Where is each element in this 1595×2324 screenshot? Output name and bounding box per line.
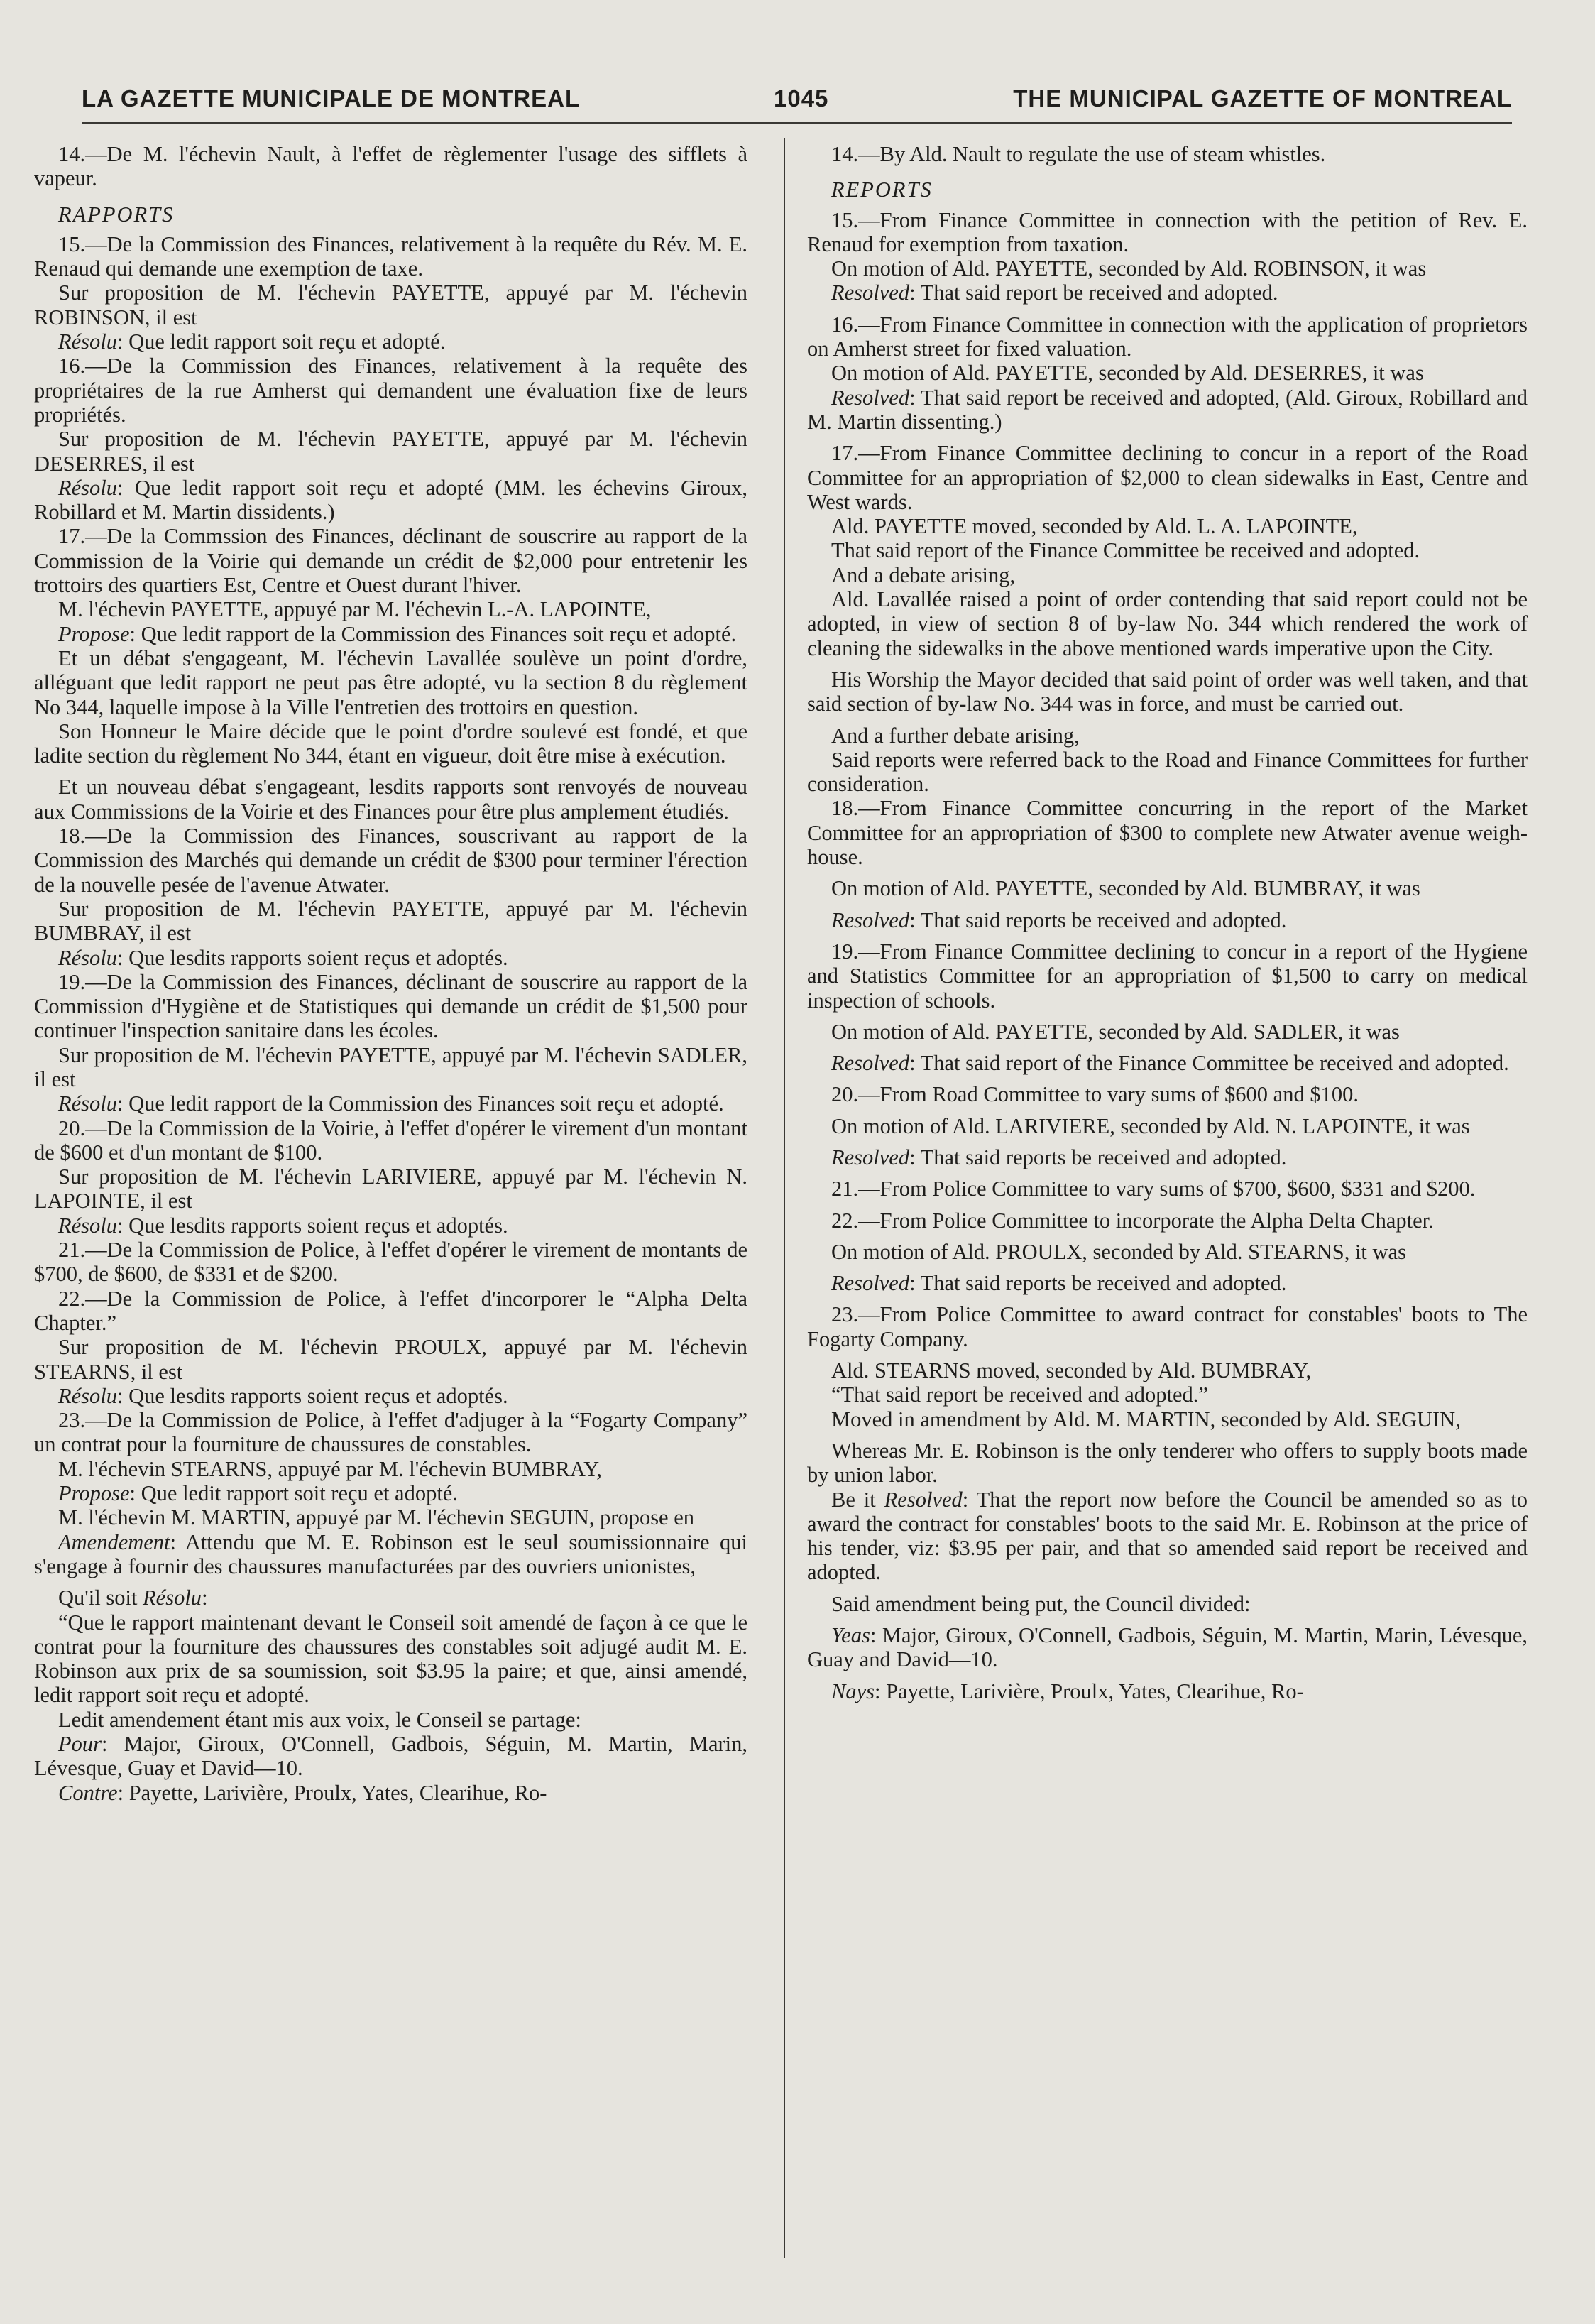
paragraph	[807, 386, 1528, 435]
paragraph-text: On motion of Ald. PAYETTE, seconded by Ald. DESERRES, it was	[831, 361, 1424, 386]
paragraph-text: Ald. STEARNS moved, seconded by Ald. BUMBRAY,	[831, 1358, 1312, 1383]
paragraph-text: On motion of Ald. PAYETTE, seconded by Ald. ROBINSON, it was	[831, 256, 1427, 281]
paragraph-text: 22.—De la Commission de Police, à l'effet d'incorporer le “Alpha Delta Chapter.”	[34, 1286, 747, 1335]
paragraph-text: Whereas Mr. E. Robinson is the only tenderer who offers to supply boots made by union labor.	[807, 1438, 1528, 1488]
paragraph-text: :	[202, 1586, 208, 1610]
paragraph-text: : Que ledit rapport soit reçu et adopté (MM. les échevins Giroux, Robillard et M. Martin dissidents.)	[34, 475, 747, 525]
paragraph	[807, 1623, 1528, 1672]
paragraph	[34, 1116, 747, 1165]
paragraph-text: Be it	[831, 1487, 884, 1512]
paragraph-text: His Worship the Mayor decided that said point of order was well taken, and that said section of by-law No. 344 was in force, and must be carried out.	[807, 667, 1528, 716]
paragraph-text: RAPPORTS	[58, 202, 175, 227]
paragraph	[34, 1457, 747, 1481]
paragraph-label: Yeas	[831, 1623, 870, 1648]
paragraph-text: M. l'échevin M. MARTIN, appuyé par M. l'échevin SEGUIN, propose en	[58, 1505, 695, 1530]
page-number: 1045	[774, 85, 829, 111]
paragraph	[807, 908, 1528, 932]
paragraph	[807, 1020, 1528, 1044]
paragraph-text: 15.—From Finance Committee in connection with the petition of Rev. E. Renaud for exemption from taxation.	[807, 207, 1528, 256]
paragraph-text: : Que lesdits rapports soient reçus et adoptés.	[117, 1213, 508, 1238]
paragraph	[34, 142, 747, 191]
paragraph-label: Amendement	[58, 1529, 170, 1554]
paragraph	[34, 329, 747, 354]
paragraph-text: Sur proposition de M. l'échevin PROULX, appuyé par M. l'échevin STEARNS, il est	[34, 1335, 747, 1384]
paragraph	[34, 1164, 747, 1213]
paragraph-text: : That said reports be received and adopted.	[909, 1271, 1287, 1296]
paragraph	[34, 719, 747, 768]
french-column	[34, 142, 747, 1805]
paragraph	[807, 1082, 1528, 1106]
paragraph	[807, 280, 1528, 305]
paragraph	[807, 667, 1528, 716]
paragraph	[807, 724, 1528, 748]
paragraph	[807, 1051, 1528, 1075]
paragraph	[807, 796, 1528, 869]
english-column	[807, 142, 1528, 1703]
paragraph-text: Ald. PAYETTE moved, seconded by Ald. L. A. LAPOINTE,	[831, 514, 1358, 539]
paragraph-text: Ald. Lavallée raised a point of order contending that said report could not be adopted, in view of section 8 of by-law No. 344 which rendered the work of cleaning the sidewalks in the above mentioned wards imperative upon the City.	[807, 587, 1528, 660]
paragraph-label: Propose	[58, 1481, 130, 1506]
paragraph	[807, 1114, 1528, 1138]
paragraph-text: That said report of the Finance Committee be received and adopted.	[831, 538, 1420, 563]
paragraph-text: 19.—From Finance Committee declining to concur in a report of the Hygiene and Statistics Committee for an appropriation of $1,500 to carry on medical inspection of schools.	[807, 939, 1528, 1013]
paragraph-label: Résolu	[58, 945, 118, 970]
paragraph-label: Résolu	[143, 1586, 202, 1610]
paragraph-text: Sur proposition de M. l'échevin LARIVIERE, appuyé par M. l'échevin N. LAPOINTE, il est	[34, 1164, 747, 1213]
paragraph-label: Resolved	[884, 1487, 963, 1512]
paragraph-text: : Que ledit rapport soit reçu et adopté.	[117, 329, 446, 354]
paragraph	[34, 775, 747, 824]
paragraph-text: “Que le rapport maintenant devant le Conseil soit amendé de façon à ce que le contrat pour la fourniture des chaussures des constables soit adjugé audit M. E. Robinson aux prix de sa soumission, soit $3.95 la paire; et que, ainsi amendé, ledit rapport soit reçu et adopté.	[34, 1610, 747, 1708]
paragraph	[34, 597, 747, 621]
paragraph	[34, 1732, 747, 1781]
paragraph	[34, 427, 747, 476]
paragraph	[34, 354, 747, 427]
paragraph	[34, 1505, 747, 1529]
paragraph-text: Moved in amendment by Ald. M. MARTIN, seconded by Ald. SEGUIN,	[831, 1407, 1461, 1431]
paragraph	[34, 524, 747, 597]
paragraph-label: Resolved	[831, 1145, 910, 1169]
paragraph	[807, 876, 1528, 900]
paragraph-text: M. l'échevin STEARNS, appuyé par M. l'échevin BUMBRAY,	[58, 1456, 602, 1481]
paragraph-label: Résolu	[58, 475, 118, 500]
section-heading	[807, 178, 1528, 202]
paragraph-label: Nays	[831, 1679, 875, 1703]
paragraph-text: Ledit amendement étant mis aux voix, le Conseil se partage:	[58, 1707, 581, 1732]
paragraph	[34, 476, 747, 525]
paragraph-text: M. l'échevin PAYETTE, appuyé par M. l'échevin L.-A. LAPOINTE,	[58, 597, 652, 622]
paragraph-label: Resolved	[831, 1271, 910, 1296]
paragraph-text: : That said report of the Finance Committee be received and adopted.	[909, 1051, 1509, 1076]
paragraph	[807, 748, 1528, 797]
paragraph-text: 21.—From Police Committee to vary sums of $700, $600, $331 and $200.	[831, 1177, 1476, 1201]
paragraph-label: Pour	[58, 1732, 102, 1756]
paragraph	[34, 970, 747, 1043]
paragraph	[807, 514, 1528, 538]
paragraph	[807, 312, 1528, 361]
paragraph-text: 20.—De la Commission de la Voirie, à l'effet d'opérer le virement d'un montant de $600 et d'un montant de $100.	[34, 1115, 747, 1164]
paragraph-label: Résolu	[58, 1383, 118, 1408]
paragraph-text: And a debate arising,	[831, 562, 1016, 587]
column-divider	[784, 138, 785, 2258]
paragraph	[34, 1408, 747, 1457]
paragraph-text: : Que ledit rapport de la Commission des Finances soit reçu et adopté.	[117, 1091, 724, 1116]
paragraph-text: : That said report be received and adopted.	[909, 280, 1278, 305]
paragraph-text: 16.—From Finance Committee in connection with the application of proprietors on Amherst street for fixed valuation.	[807, 312, 1528, 361]
paragraph-text: Sur proposition de M. l'échevin PAYETTE, appuyé par M. l'échevin SADLER, il est	[34, 1042, 747, 1091]
paragraph-text: On motion of Ald. PAYETTE, seconded by Ald. BUMBRAY, it was	[831, 876, 1420, 901]
paragraph-text: : Major, Giroux, O'Connell, Gadbois, Séguin, M. Martin, Marin, Lévesque, Guay et David—10.	[34, 1732, 747, 1781]
paragraph-text: On motion of Ald. PROULX, seconded by Ald. STEARNS, it was	[831, 1239, 1406, 1264]
paragraph	[807, 939, 1528, 1013]
paragraph	[807, 1145, 1528, 1169]
paragraph-label: Resolved	[831, 1051, 910, 1076]
paragraph-text: 18.—From Finance Committee concurring in the report of the Market Committee for an appropriation of $300 to complete new Atwater avenue weigh-house.	[807, 796, 1528, 870]
paragraph-label: Résolu	[58, 1213, 118, 1238]
paragraph-text: And a further debate arising,	[831, 723, 1080, 748]
paragraph-label: Contre	[58, 1780, 118, 1805]
paragraph-text: : That the report now before the Council be amended so as to award the contract for constables' boots to the said Mr. E. Robinson at the price of his tender, viz: $3.95 per pair, and that so amended said report be received and adopted.	[807, 1487, 1528, 1585]
paragraph-text: On motion of Ald. PAYETTE, seconded by Ald. SADLER, it was	[831, 1019, 1400, 1044]
paragraph-text: : Que lesdits rapports soient reçus et adoptés.	[117, 1383, 508, 1408]
paragraph	[807, 1358, 1528, 1382]
paragraph	[807, 538, 1528, 562]
paragraph	[34, 1335, 747, 1384]
paragraph	[807, 208, 1528, 257]
paragraph-label: Resolved	[831, 280, 910, 305]
paragraph	[807, 256, 1528, 280]
paragraph	[807, 1271, 1528, 1295]
paragraph	[34, 1287, 747, 1336]
paragraph	[34, 897, 747, 946]
paragraph-text: 20.—From Road Committee to vary sums of $600 and $100.	[831, 1082, 1359, 1107]
paragraph-text: 14.—De M. l'échevin Nault, à l'effet de règlementer l'usage des sifflets à vapeur.	[34, 142, 747, 191]
paragraph	[807, 1407, 1528, 1431]
paragraph	[34, 1384, 747, 1408]
paragraph-text: : Attendu que M. E. Robinson est le seul soumissionnaire qui s'engage à fournir des chaussures manufacturées par des ouvriers unionistes,	[34, 1529, 747, 1578]
paragraph	[34, 1213, 747, 1238]
paragraph	[34, 946, 747, 970]
paragraph-text: 19.—De la Commission des Finances, déclinant de souscrire au rapport de la Commission d'Hygiène et de Statistiques qui demande un crédit de $1,500 pour continuer l'inspection sanitaire dans les écoles.	[34, 969, 747, 1043]
paragraph-text: : Major, Giroux, O'Connell, Gadbois, Séguin, M. Martin, Marin, Lévesque, Guay and David—10.	[807, 1623, 1528, 1672]
paragraph-text: Qu'il soit	[58, 1586, 143, 1610]
paragraph-text: 16.—De la Commission des Finances, relativement à la requête des propriétaires de la rue Amherst qui demandent une évaluation fixe de leurs propriétés.	[34, 354, 747, 427]
paragraph-text: 17.—De la Commssion des Finances, déclinant de souscrire au rapport de la Commission de la Voirie qui demande un crédit de $2,000 pour entretenir les trottoirs des quartiers Est, Centre et Ouest durant l'hiver.	[34, 524, 747, 598]
paragraph	[807, 1302, 1528, 1351]
paragraph-text: 18.—De la Commission des Finances, souscrivant au rapport de la Commission des Marchés qui demande un crédit de $300 pour terminer l'érection de la nouvelle pesée de l'avenue Atwater.	[34, 824, 747, 897]
paragraph	[34, 1530, 747, 1579]
paragraph	[807, 1592, 1528, 1616]
paragraph	[34, 1043, 747, 1092]
paragraph	[34, 824, 747, 897]
paragraph	[34, 646, 747, 719]
header-french-title: LA GAZETTE MUNICIPALE DE MONTREAL	[82, 85, 581, 111]
paragraph-text: : Que ledit rapport soit reçu et adopté.	[129, 1481, 458, 1506]
paragraph	[807, 1177, 1528, 1201]
paragraph-text: 21.—De la Commission de Police, à l'effet d'opérer le virement de montants de $700, de $600, de $331 et de $200.	[34, 1238, 747, 1287]
paragraph	[807, 1488, 1528, 1585]
paragraph-label: Resolved	[831, 385, 910, 410]
paragraph-label: Propose	[58, 621, 130, 646]
header-english-title: THE MUNICIPAL GAZETTE OF MONTREAL	[1013, 85, 1512, 111]
paragraph-text: REPORTS	[831, 178, 933, 202]
paragraph	[807, 587, 1528, 660]
paragraph-text: Et un débat s'engageant, M. l'échevin Lavallée soulève un point d'ordre, alléguant que ledit rapport ne peut pas être adopté, vu la section 8 du règlement No 344, laquelle impose à la Ville l'entretien des trottoirs en question.	[34, 645, 747, 719]
paragraph-text: : Que ledit rapport de la Commission des Finances soit reçu et adopté.	[129, 621, 737, 646]
paragraph	[34, 280, 747, 329]
paragraph	[807, 441, 1528, 514]
paragraph	[34, 1708, 747, 1732]
paragraph-text: “That said report be received and adopted.”	[831, 1382, 1208, 1407]
paragraph	[807, 1209, 1528, 1233]
header-rule	[82, 122, 1512, 124]
paragraph-text: Et un nouveau débat s'engageant, lesdits rapports sont renvoyés de nouveau aux Commissions de la Voirie et des Finances pour être plus amplement étudiés.	[34, 775, 747, 824]
paragraph-text: : That said reports be received and adopted.	[909, 907, 1287, 932]
paragraph-label: Resolved	[831, 907, 910, 932]
paragraph-text: 15.—De la Commission des Finances, relativement à la requête du Rév. M. E. Renaud qui demande une exemption de taxe.	[34, 231, 747, 281]
paragraph-text: Sur proposition de M. l'échevin PAYETTE, appuyé par M. l'échevin BUMBRAY, il est	[34, 896, 747, 946]
paragraph	[807, 1679, 1528, 1703]
page-header	[82, 80, 1512, 122]
paragraph	[807, 563, 1528, 587]
paragraph-text: Said reports were referred back to the Road and Finance Committees for further consideration.	[807, 747, 1528, 797]
paragraph	[34, 1781, 747, 1805]
paragraph-text: 23.—De la Commission de Police, à l'effet d'adjuger à la “Fogarty Company” un contrat pour la fourniture de chaussures de constables.	[34, 1408, 747, 1457]
paragraph-text: 17.—From Finance Committee declining to concur in a report of the Road Committee for an appropriation of $2,000 to clean sidewalks in East, Centre and West wards.	[807, 441, 1528, 514]
paragraph	[34, 1481, 747, 1505]
paragraph	[807, 1240, 1528, 1264]
paragraph	[34, 232, 747, 281]
paragraph-text: 22.—From Police Committee to incorporate the Alpha Delta Chapter.	[831, 1208, 1434, 1233]
paragraph-text: 23.—From Police Committee to award contract for constables' boots to The Fogarty Company.	[807, 1302, 1528, 1351]
paragraph	[34, 1586, 747, 1610]
paragraph-text: Sur proposition de M. l'échevin PAYETTE, appuyé par M. l'échevin DESERRES, il est	[34, 427, 747, 476]
paragraph	[34, 1610, 747, 1708]
paragraph	[34, 1238, 747, 1287]
paragraph-text: On motion of Ald. LARIVIERE, seconded by Ald. N. LAPOINTE, it was	[831, 1113, 1470, 1138]
paragraph-text: Said amendment being put, the Council divided:	[831, 1591, 1251, 1616]
paragraph-text: : Payette, Larivière, Proulx, Yates, Clearihue, Ro-	[875, 1679, 1304, 1703]
paragraph-text: Son Honneur le Maire décide que le point d'ordre soulevé est fondé, et que ladite section du règlement No 344, étant en vigueur, doit être mise à exécution.	[34, 719, 747, 768]
paragraph-text: : Que lesdits rapports soient reçus et adoptés.	[117, 945, 508, 970]
paragraph-text: Sur proposition de M. l'échevin PAYETTE, appuyé par M. l'échevin ROBINSON, il est	[34, 280, 747, 329]
paragraph-text: : Payette, Larivière, Proulx, Yates, Clearihue, Ro-	[117, 1780, 547, 1805]
paragraph	[807, 361, 1528, 385]
paragraph-text: : That said report be received and adopted, (Ald. Giroux, Robillard and M. Martin dissenting.)	[807, 385, 1528, 434]
paragraph	[34, 622, 747, 646]
paragraph	[807, 1439, 1528, 1488]
paragraph-text: : That said reports be received and adopted.	[909, 1145, 1287, 1169]
paragraph	[807, 1382, 1528, 1407]
paragraph	[807, 142, 1528, 166]
paragraph	[34, 1091, 747, 1115]
paragraph-label: Résolu	[58, 1091, 118, 1116]
paragraph-label: Résolu	[58, 329, 118, 354]
section-heading	[34, 202, 747, 227]
paragraph-text: 14.—By Ald. Nault to regulate the use of steam whistles.	[831, 142, 1326, 166]
